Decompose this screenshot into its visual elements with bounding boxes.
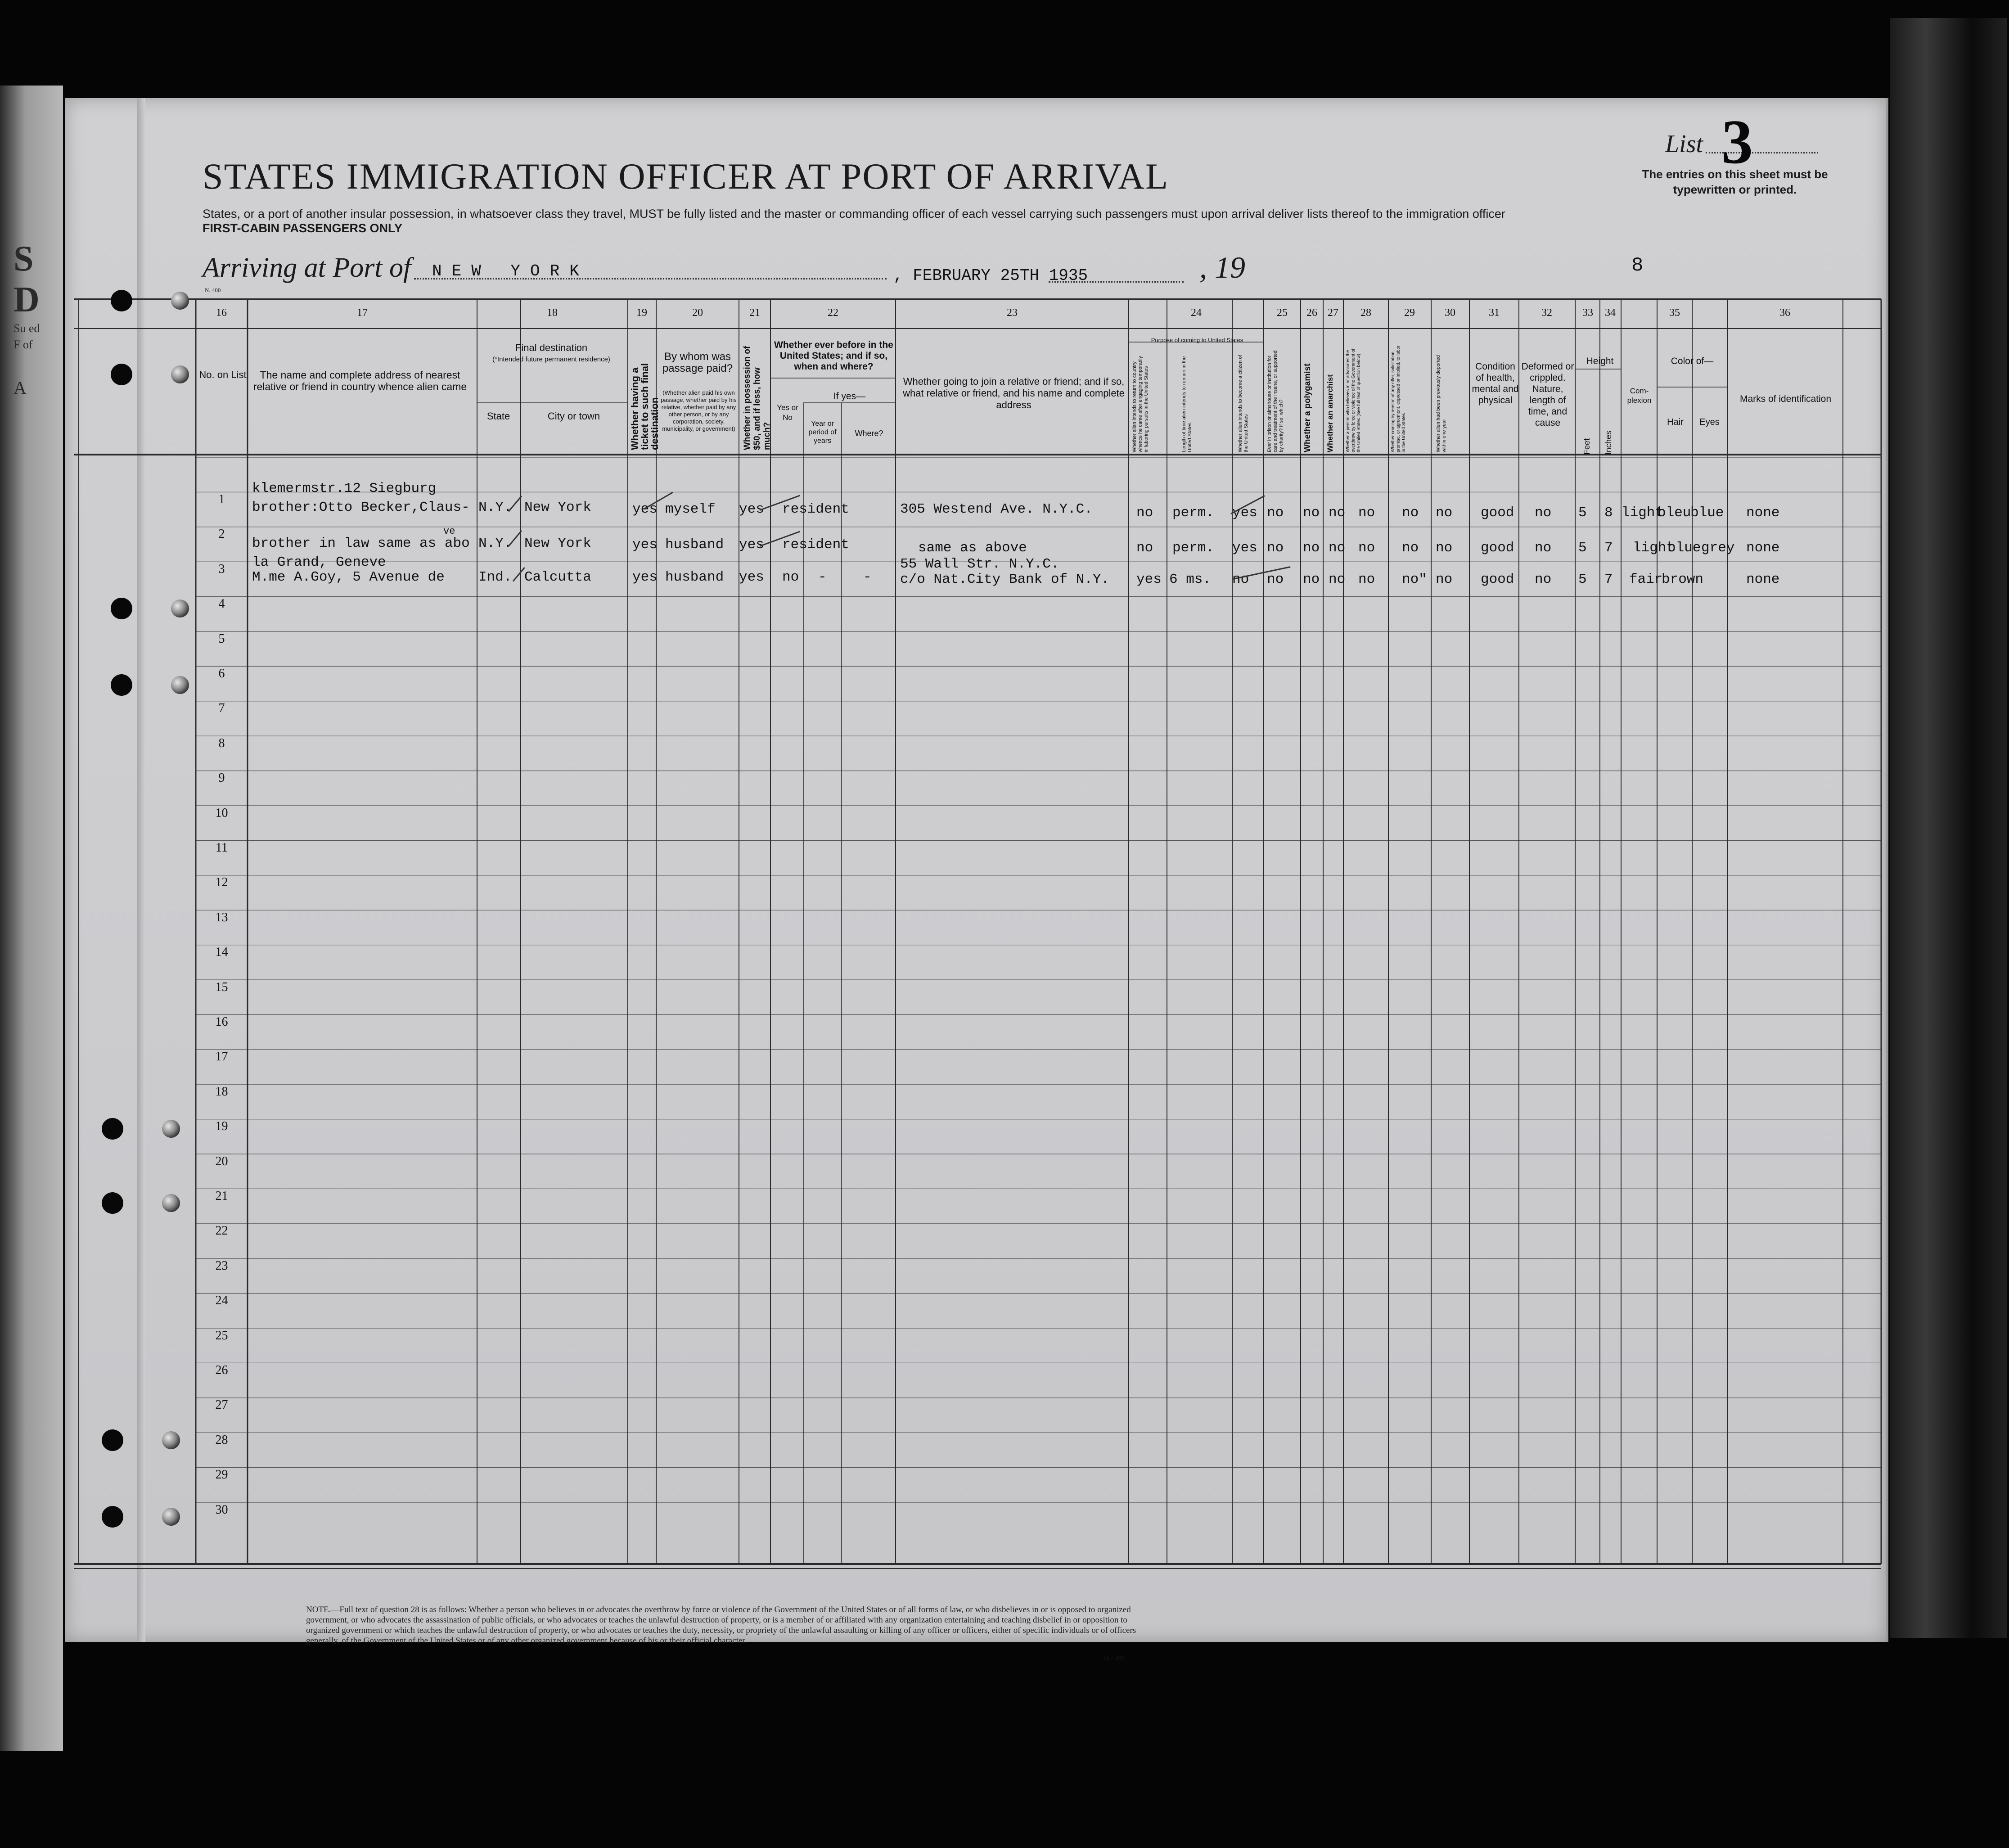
header-color-of: Color of— [1671,356,1714,366]
entry-2-hair: blue [1667,540,1701,556]
entry-3-hair: brown [1662,572,1704,587]
entry-3-paid-by: husband [665,569,724,585]
entry-3-c28: no [1358,572,1375,587]
row-number: 8 [218,736,225,750]
row-number: 5 [218,631,225,646]
entry-3-purpose-c: no [1232,572,1249,587]
header-c29: Whether coming by reason of any offer, solicitation, promise, or agreement, expressed or implied, to labor in the United States [1391,345,1406,452]
year-prefix: , 19 [1199,250,1245,284]
entry-1-ever-before: resident [782,501,849,517]
entry-2-possession: yes [739,537,764,553]
binder-hole [102,1429,123,1451]
rivet [171,365,189,383]
entry-1-c25: no [1267,505,1284,521]
form-instructions: States, or a port of another insular possession, in whatsoever class they travel, MUST be fully listed and the master or commanding officer of each vessel carrying such passengers must upon arrival deliver lists thereof to the immigration officer [203,207,1505,221]
column-number: 18 [547,307,558,319]
column-number: 33 [1582,307,1593,319]
column-number: 36 [1779,307,1790,319]
entry-2-inches: 7 [1604,540,1613,556]
entry-1-c30: no [1436,505,1453,521]
header-city: City or town [547,410,600,422]
passenger-class: FIRST-CABIN PASSENGERS ONLY [203,221,403,235]
entry-3-purpose-b: 6 ms. [1169,572,1212,587]
row-number: 15 [215,980,228,994]
list-number: 3 [1721,107,1753,177]
header-complexion: Com-plexion [1627,387,1652,405]
entry-2-paid-by: husband [665,537,724,553]
row-number: 21 [215,1189,228,1203]
header-nearest-relative: The name and complete address of nearest relative or friend in country whence alien came [253,369,467,392]
header-purpose-c: Whether alien intends to become a citizen of the United States [1238,355,1249,452]
rivet [171,599,189,618]
column-number: 30 [1445,307,1455,319]
column-number: 19 [636,307,647,319]
entry-2-feet: 5 [1578,540,1587,556]
binder-hole [111,364,132,385]
row-number: 1 [218,492,225,506]
row-number: 10 [215,806,228,820]
column-number: 29 [1404,307,1415,319]
entry-3-c29: no" [1402,572,1427,587]
column-number: 24 [1191,307,1202,319]
entry-3-inches: 7 [1604,572,1613,587]
entry-3-possession: yes [739,569,764,585]
header-inches: Inches [1604,430,1613,455]
header-ever-before: Whether ever before in the United States; and if so, when and where? [774,340,893,372]
rivet [162,1431,180,1449]
header-ticket: Whether having a ticket to such final destination [629,363,660,450]
header-purpose: Purpose of coming to United States [1151,337,1243,343]
row-number: 23 [215,1258,228,1273]
row-number: 18 [215,1084,228,1099]
column-number: 31 [1489,307,1500,319]
entry-2-marks: none [1746,540,1780,556]
entry-1-purpose-b: perm. [1172,505,1215,521]
entry-3-state: Ind. [478,569,512,585]
entry-2-ticket: yes [632,537,658,553]
header-possession: Whether in possession of $50, and if less, how much? [743,346,772,450]
header-c27: Whether an anarchist [1326,374,1334,452]
header-yes-no: Yes or No [777,403,798,422]
column-number: 25 [1277,307,1288,319]
fragment-line: F of [14,338,33,351]
column-number: 34 [1605,307,1616,319]
fragment-line: Su ed [14,322,40,335]
row-number: 11 [216,841,228,855]
rivet [171,292,189,310]
header-where: Where? [855,429,883,438]
header-purpose-b: Length of time alien intends to remain in the United States [1181,356,1193,452]
row-number: 26 [215,1363,228,1377]
arriving-label: Arriving at Port of [203,252,411,283]
header-paid-by: By whom was passage paid? [662,351,733,374]
entry-1-inches: 8 [1604,505,1613,521]
column-number: 27 [1328,307,1338,319]
entry-1-feet: 5 [1578,505,1587,521]
entry-2-c26: no [1303,540,1320,556]
footnote: NOTE.—Full text of question 28 is as follows: Whether a person who believes in or advocates the overthrow by force or violence of the Government of the United States or of all forms of law, or who disbelieves in or is opposed to organized government, or who advocates the assassination of public officials, or who advocates or teaches the unlawful destruction of property, or is a member of or affiliated with any organization entertaining and teaching disbelief in or opposition to organized government or which teaches the unlawful destruction of property, or who advocates or teaches the duty, necessity, or propriety of the unlawful assaulting or killing of any officer or officers, either of specific individuals or of officers generally, of the Government of the United States or of any other organized government because of his or their official character. [306,1605,1136,1645]
entry-2-complexion: light [1633,540,1675,556]
entry-2-state: N.Y. [478,536,512,551]
entry-2-c25: no [1267,540,1284,556]
header-eyes: Eyes [1699,417,1720,427]
column-number: 28 [1360,307,1371,319]
entry-3-complexion: fair [1629,572,1663,587]
entry-2-c28: no [1358,540,1375,556]
entry-2-purpose-a: no [1136,540,1153,556]
entry-3-ever-period: - [818,569,827,585]
entry-2-relative-sup: ve [443,526,455,537]
header-height: Height [1586,356,1614,366]
row-number: 13 [215,910,228,924]
entry-2-c29: no [1402,540,1419,556]
row-number: 14 [215,945,228,960]
entry-1-c28: no [1358,505,1375,521]
header-marks: Marks of identification [1739,394,1832,404]
header-c26: Whether a polygamist [1303,363,1312,452]
rivet [162,1508,180,1526]
year-suffix: 8 [1631,254,1644,277]
entry-3-city: Calcutta [524,569,591,585]
column-number: 22 [828,307,838,319]
entry-1-purpose-c: yes [1232,505,1257,521]
column-number: 23 [1007,307,1018,319]
row-number: 27 [215,1398,228,1412]
entry-2-joining: same as above [918,540,1027,556]
entry-3-c26: no [1303,572,1320,587]
entry-1-possession: yes [739,501,764,517]
header-health: Condition of health, mental and physical [1472,361,1519,406]
fragment-line: A [14,378,27,398]
rivet [162,1120,180,1138]
entry-3-joining: c/o Nat.City Bank of N.Y. [900,572,1110,587]
row-number: 4 [218,597,225,611]
entry-3-deformed: no [1535,572,1552,587]
form-code: 14—400 [1103,1655,1125,1662]
entry-2-eyes: grey [1701,540,1735,556]
column-number: 16 [216,307,227,319]
header-state: State [486,410,510,422]
binder-hole [111,674,132,696]
column-number: 26 [1306,307,1317,319]
row-number: 6 [218,667,225,681]
entry-1-marks: none [1746,505,1780,521]
entry-1-health: good [1481,505,1514,521]
entry-3-purpose-a: yes [1136,572,1162,587]
entry-1-hair: bleu [1658,505,1691,521]
entry-2-health: good [1481,540,1514,556]
header-final-destination-note: (*Intended future permanent residence) [492,356,610,363]
entry-3-c25: no [1267,572,1284,587]
binder-hole [111,598,132,619]
header-c28: Whether a person who believes in or advocates the overthrow by force or violence of the Government of the United States (See full text of question below) [1346,348,1361,452]
header-final-destination: Final destination [515,342,588,353]
entry-2-deformed: no [1535,540,1552,556]
entry-3-ever-where: - [863,569,872,585]
entry-3-health: good [1481,572,1514,587]
header-feet: Feet [1582,438,1591,455]
row-number: 3 [218,562,225,576]
entry-3-relative-line0: la Grand, Geneve [252,554,386,570]
column-number: 32 [1541,307,1552,319]
entry-3-c27: no [1329,572,1346,587]
header-paid-by-note: (Whether alien paid his own passage, whether paid by his relative, whether paid by any other person, or by any corporation, society, municipality, or government) [661,389,737,432]
column-number: 21 [749,307,760,319]
row-number: 30 [215,1502,228,1517]
entry-2-purpose-c: yes [1232,540,1257,556]
column-number: 20 [692,307,703,319]
header-c30: Whether alien had been previously deported within one year [1436,355,1447,452]
arrival-date: , FEBRUARY 25TH 1935 [893,266,1088,285]
row-number: 16 [215,1015,228,1029]
entry-2-purpose-b: perm. [1172,540,1215,556]
entry-1-purpose-a: no [1136,505,1153,521]
row-number: 28 [215,1433,228,1447]
entry-1-deformed: no [1535,505,1552,521]
rivet [162,1194,180,1212]
form-title: STATES IMMIGRATION OFFICER AT PORT OF ARRIVAL [203,156,1169,197]
entry-1-paid-by: myself [665,501,716,517]
entry-1-complexion: light [1622,505,1664,521]
entry-3-feet: 5 [1578,572,1587,587]
entry-1-relative-line1: klemermstr.12 Siegburg [252,481,437,496]
row-number: 7 [218,701,225,716]
list-note: The entries on this sheet must be typewritten or printed. [1642,167,1828,196]
entry-2-c27: no [1329,540,1346,556]
row-number: 12 [215,875,228,890]
fragment-letters: S D [14,239,42,320]
entry-1-ticket: yes [632,501,658,517]
header-joining: Whether going to join a relative or friend; and if so, what relative or friend, and his name and complete address [903,376,1125,410]
entry-3-joining-line0: 55 Wall Str. N.Y.C. [900,556,1059,572]
header-deformed: Deformed or crippled. Nature, length of time, and cause [1521,361,1574,428]
entry-2-city: New York [524,536,591,551]
binder-hole [102,1192,123,1214]
list-label: List [1665,130,1703,158]
row-number: 22 [215,1224,228,1238]
entry-3-ticket: yes [632,569,658,585]
entry-1-c27: no [1329,505,1346,521]
column-number: 35 [1669,307,1680,319]
header-period: Year or period of years [808,420,837,445]
row-number: 19 [215,1119,228,1134]
row-number: 9 [218,771,225,785]
port-value: NEW YORK [432,262,589,280]
entry-3-c30: no [1436,572,1453,587]
row-number: 29 [215,1468,228,1482]
entry-3-relative-line1: M.me A.Goy, 5 Avenue de [252,569,445,585]
entry-2-relative-line1: brother in law same as abo [252,536,470,551]
column-number: 17 [357,307,368,319]
entry-1-c29: no [1402,505,1419,521]
entry-1-eyes: blue [1690,505,1724,521]
entry-1-state: N.Y. [478,500,512,515]
row-number: 24 [215,1294,228,1308]
date-dotted-line [1049,281,1184,283]
row-number: 17 [215,1050,228,1064]
header-purpose-a: Whether alien intends to return to country whence he came after engaging temporarily in laboring pursuits in the United States [1132,356,1149,452]
header-if-yes: If yes— [833,391,866,401]
entry-2-ever-before: resident [782,537,849,553]
entry-1-relative-line2: brother:Otto Becker,Claus- [252,500,470,515]
binder-hole [102,1506,123,1528]
header-no-on-list: No. on List [199,369,247,380]
row-number: 20 [215,1154,228,1168]
entry-3-marks: none [1746,572,1780,587]
rivet [171,676,189,694]
entry-3-ever-yes-no: no [782,569,799,585]
entry-2-c30: no [1436,540,1453,556]
entry-1-c26: no [1303,505,1320,521]
header-c25: Ever in prison or almshouse or institution for care and treatment of the insane, or supported by charity? If so, which? [1267,350,1284,452]
row-number: 2 [218,527,225,541]
binder-hole [102,1118,123,1140]
row-number: 25 [215,1328,228,1343]
entry-1-city: New York [524,500,591,515]
binder-hole [111,290,132,311]
header-hair: Hair [1667,417,1684,427]
form-stub: N. 400 [205,287,221,293]
entry-1-joining: 305 Westend Ave. N.Y.C. [900,501,1093,517]
